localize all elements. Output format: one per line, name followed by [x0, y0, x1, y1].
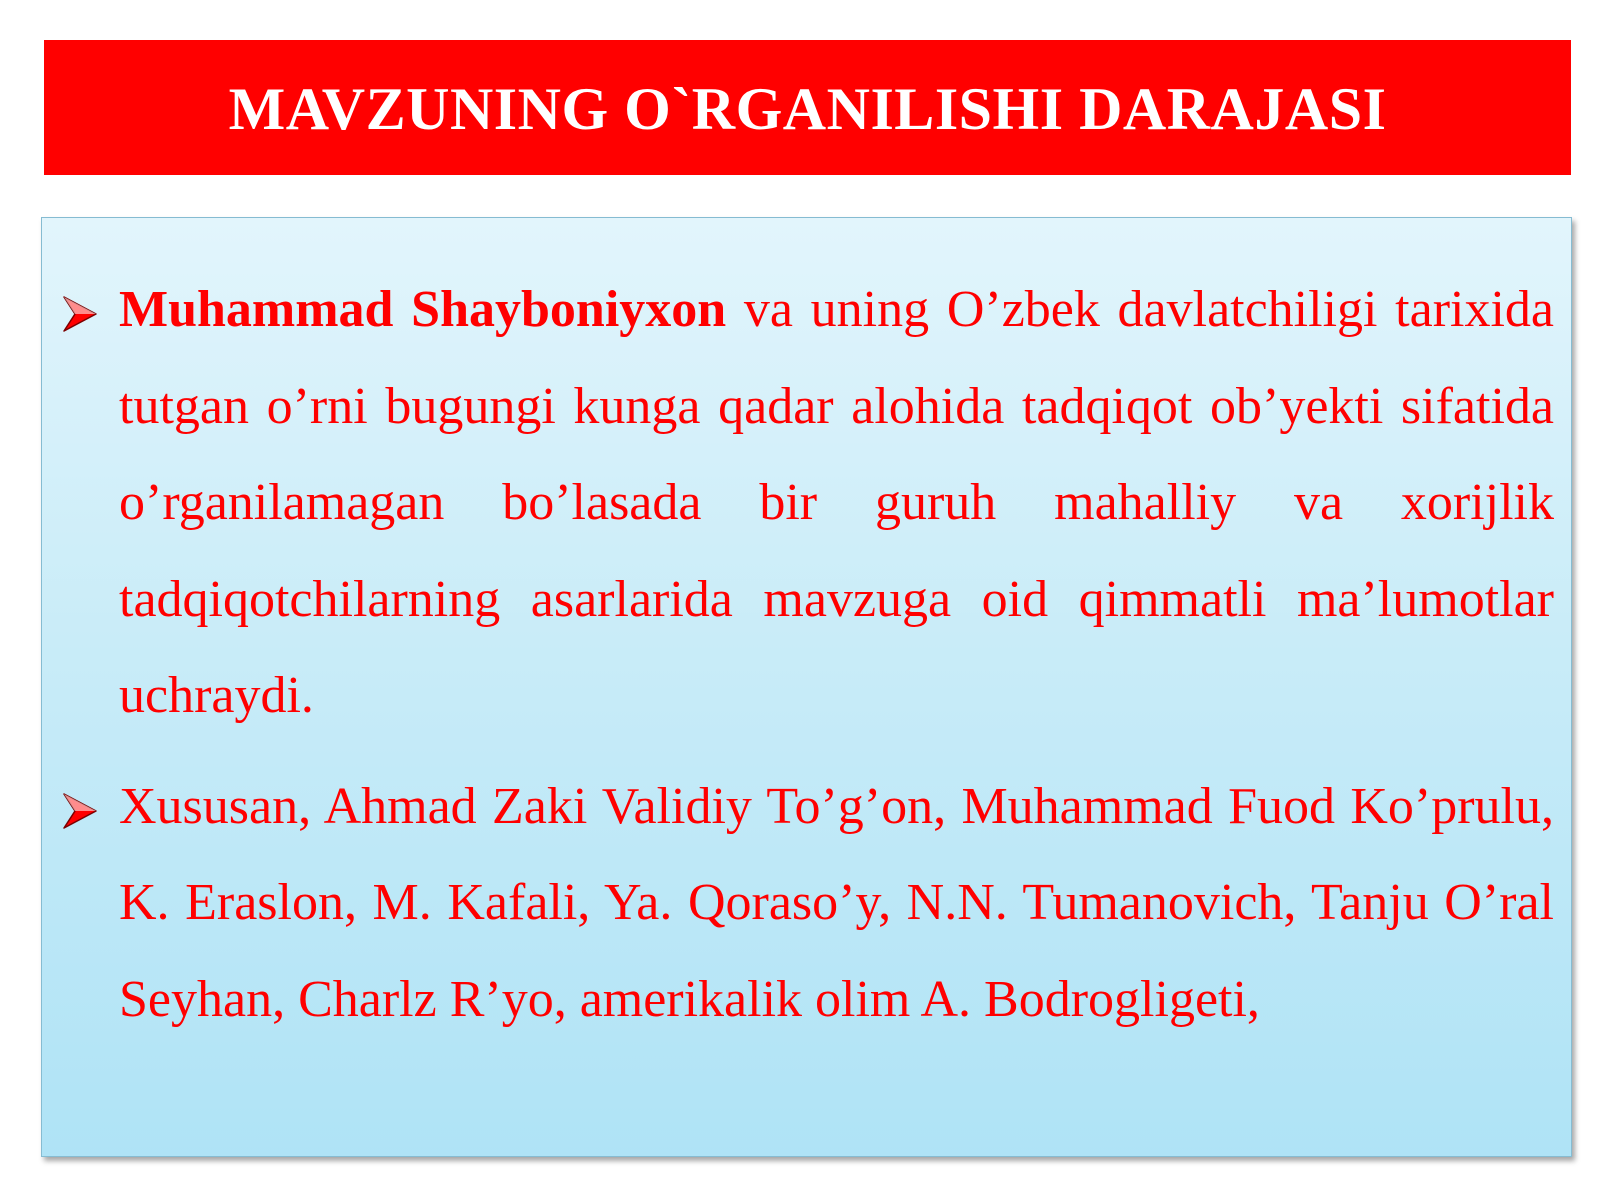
bullet-list — [42, 262, 1571, 1048]
bullet-item-1 — [42, 262, 1571, 745]
title-banner — [44, 40, 1571, 175]
bullet-text: va uning O’zbek davlatchiligi tarixida tutgan o’rni bugungi kunga qadar alohida tadqiqot ob’yekti sifatida o’rganilamagan bo’lasada bir guruh mahalliy va xorijlik tadqiqotchilarning asarlarida mavzuga oid qimmatli ma’lumotlar uchraydi. — [119, 281, 1554, 724]
bullet-bold-lead: Muhammad Shayboniyxon — [119, 281, 727, 338]
arrow-bullet-icon — [62, 792, 98, 830]
bullet-item-2 — [42, 759, 1571, 1049]
slide-title: MAVZUNING O`RGANILISHI DARAJASI — [228, 76, 1387, 142]
bullet-text: Xususan, Ahmad Zaki Validiy To’g’on, Muhammad Fuod Ko’prulu, K. Eraslon, M. Kafali, Ya. Qoraso’y, N.N. Tumanovich, Tanju O’ral Seyhan, Charlz R’yo, amerikalik olim A. Bodrogligeti, — [119, 777, 1554, 1028]
arrow-bullet-icon — [62, 295, 98, 333]
content-box — [41, 217, 1572, 1157]
